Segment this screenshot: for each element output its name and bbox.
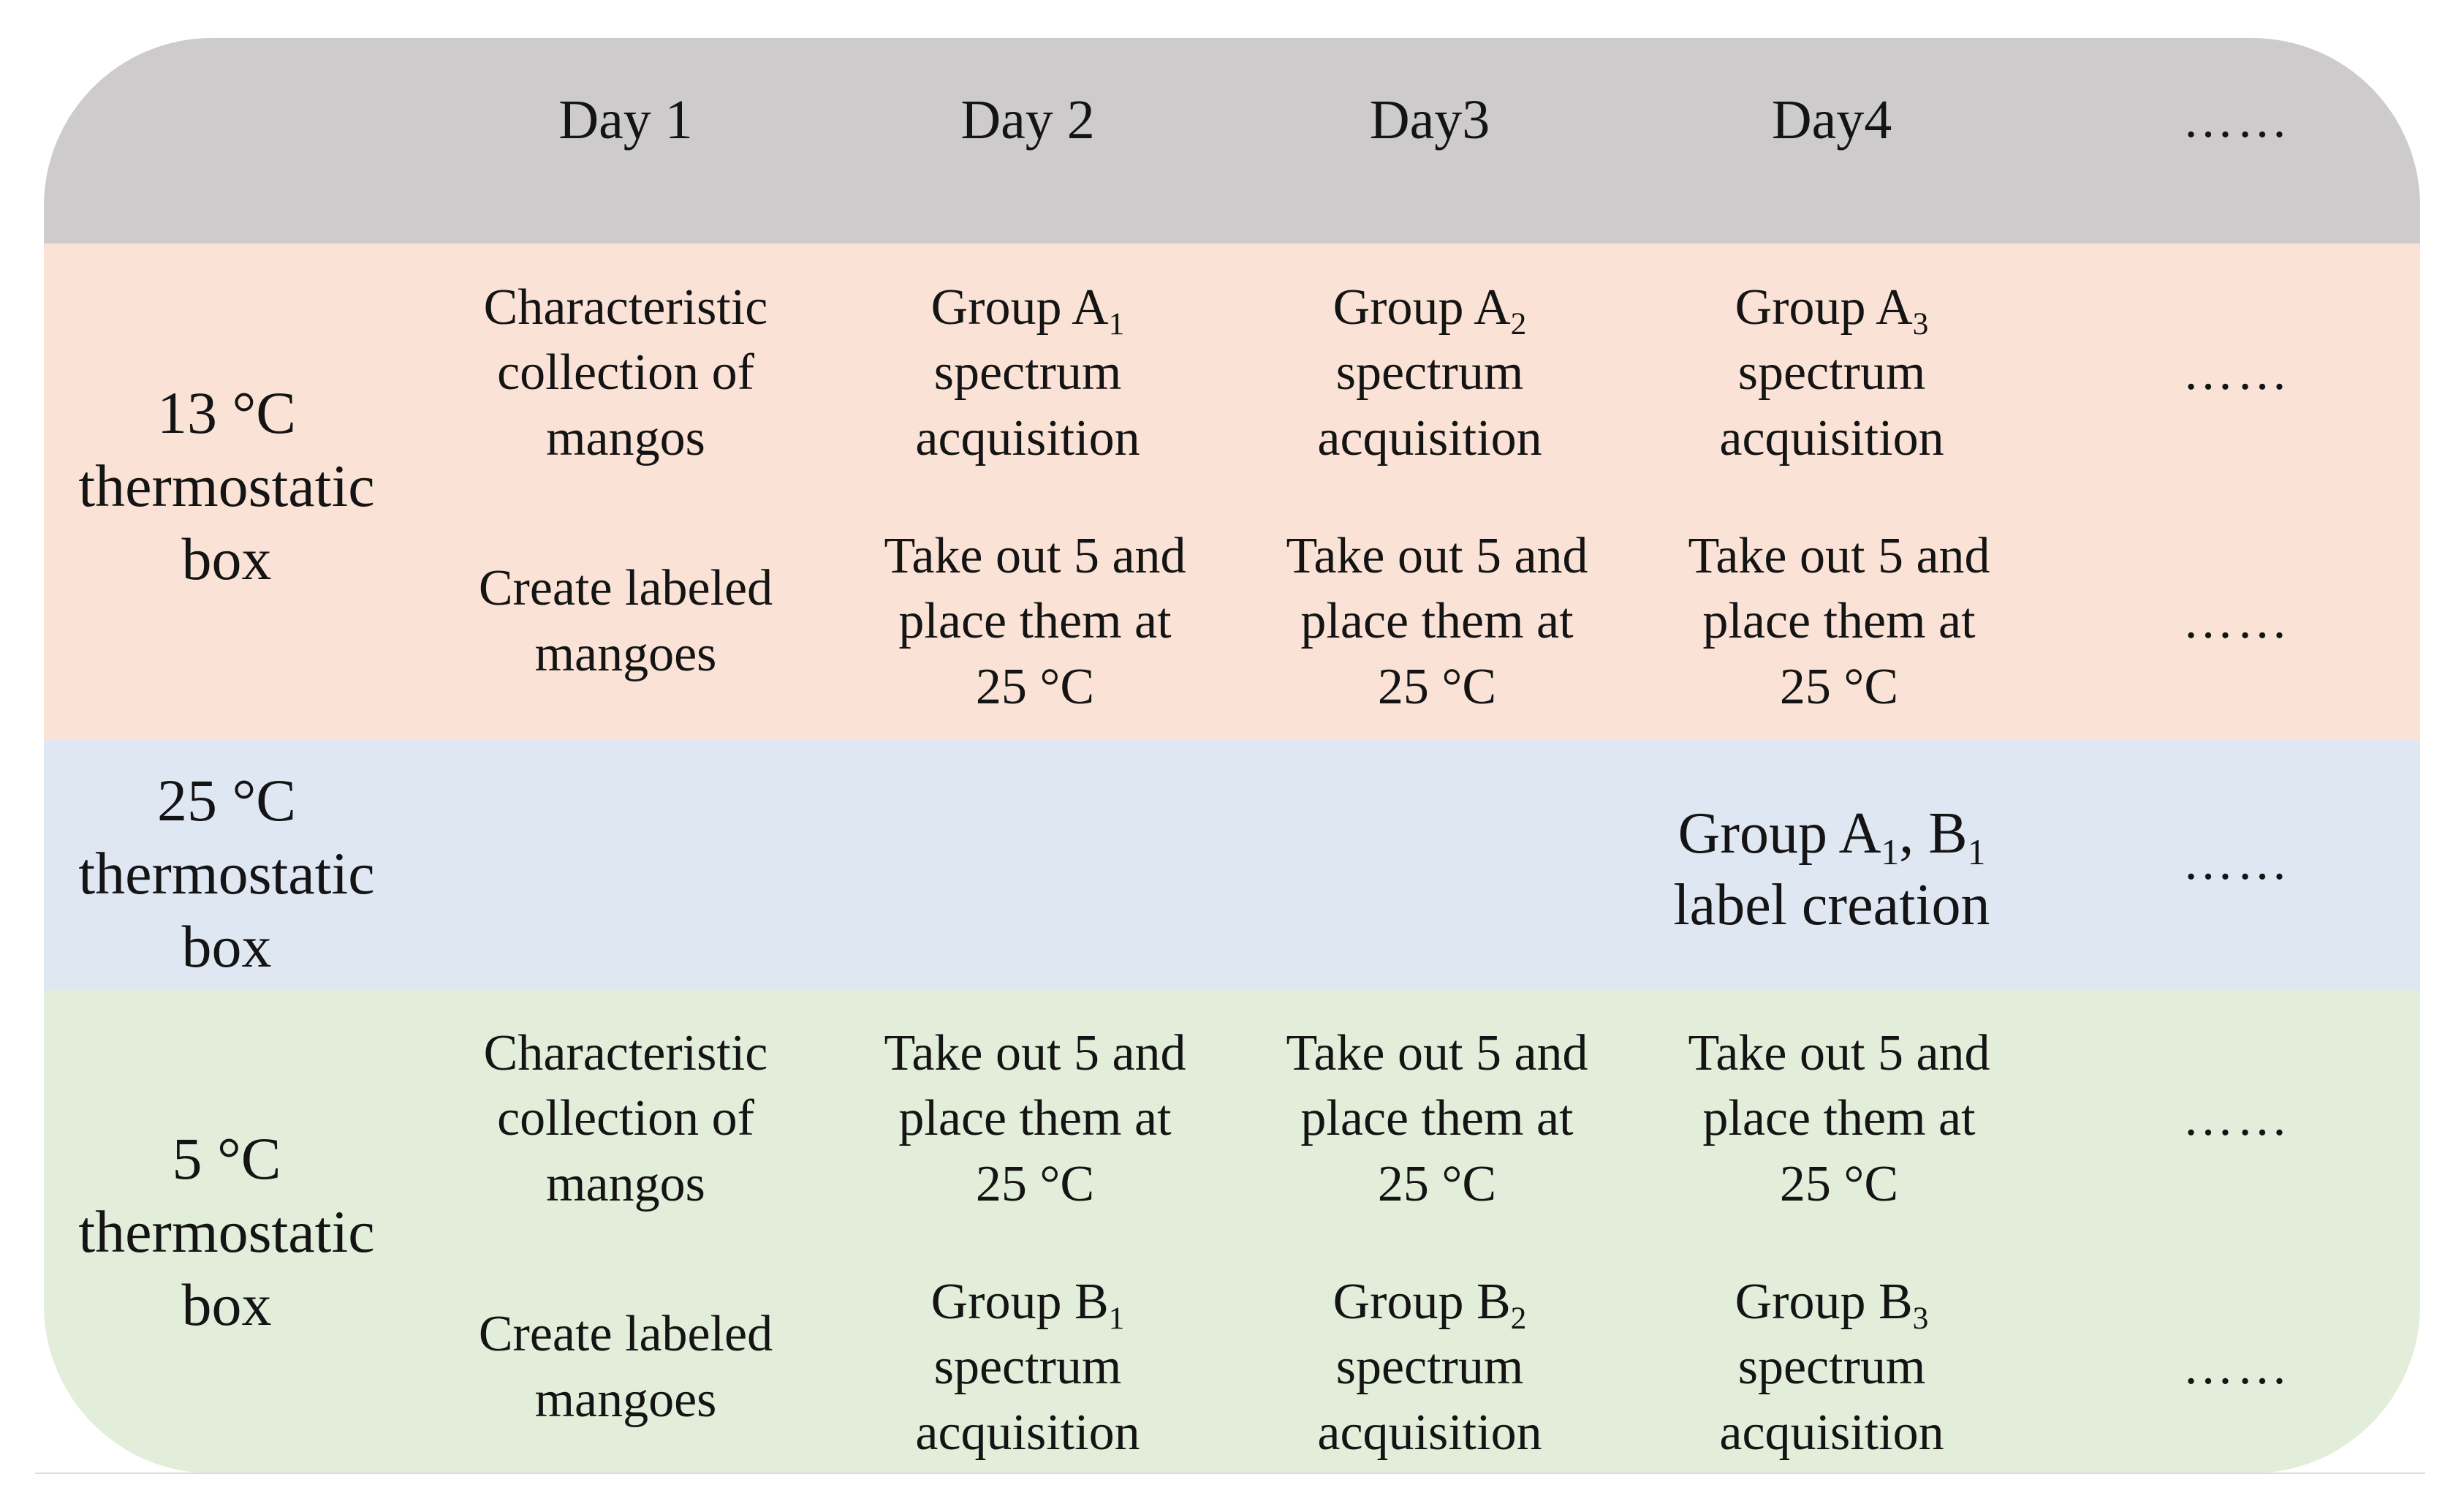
r13-line2-more: …… xyxy=(2183,593,2291,650)
cell-text: Group A xyxy=(930,279,1109,336)
r5-day4-takeout: Take out 5 and place them at 25 °C xyxy=(1688,1024,1990,1212)
cell-text: label creation xyxy=(1673,873,1990,937)
header-day1: Day 1 xyxy=(558,89,693,151)
row-25c-label: 25 °C thermostatic box xyxy=(78,766,375,980)
r25-day4-label-creation xyxy=(1627,790,2036,951)
r13-day2-takeout: Take out 5 and place them at 25 °C xyxy=(884,527,1186,715)
cell-text: Group B xyxy=(1735,1273,1913,1330)
r13-line1-more: …… xyxy=(2183,344,2291,401)
subscript-index: 3 xyxy=(1912,1300,1929,1336)
r13-day4-takeout: Take out 5 and place them at 25 °C xyxy=(1688,527,1990,715)
cell-text: spectrum acquisition xyxy=(915,344,1140,466)
cell-text: Group B xyxy=(1333,1273,1511,1330)
row-5c-label: 5 °C thermostatic box xyxy=(78,1125,375,1339)
header-day4: Day4 xyxy=(1771,89,1892,151)
r13-day2-groupA1 xyxy=(838,267,1218,479)
subscript-index: 1 xyxy=(1967,832,1986,873)
r5-day1-create-labels: Create labeled mangoes xyxy=(478,1306,773,1428)
subscript-index: 1 xyxy=(1881,832,1900,873)
subscript-index: 2 xyxy=(1510,1300,1527,1336)
header-band xyxy=(44,38,2420,243)
row-13c-label: 13 °C thermostatic box xyxy=(78,379,375,593)
cell-text: spectrum acquisition xyxy=(915,1339,1140,1461)
r5-line2-more: …… xyxy=(2183,1339,2291,1396)
r5-day4-groupB3 xyxy=(1642,1261,2022,1473)
header-more: …… xyxy=(2183,92,2291,149)
header-day2: Day 2 xyxy=(960,89,1095,151)
bottom-divider xyxy=(35,1473,2425,1474)
subscript-index: 3 xyxy=(1912,306,1929,341)
cell-text: Group B xyxy=(930,1273,1109,1330)
r5-day2-groupB1 xyxy=(838,1261,1218,1473)
header-day3: Day3 xyxy=(1369,89,1490,151)
r5-day1-collection: Characteristic collection of mangos xyxy=(483,1024,768,1212)
r13-day1-collection: Characteristic collection of mangos xyxy=(483,279,768,466)
cell-text: spectrum acquisition xyxy=(1719,344,1944,466)
r5-line1-more: …… xyxy=(2183,1090,2291,1147)
r13-day1-create-labels: Create labeled mangoes xyxy=(478,560,773,682)
r5-day3-groupB2 xyxy=(1240,1261,1620,1473)
r5-day3-takeout: Take out 5 and place them at 25 °C xyxy=(1286,1024,1588,1212)
r13-day3-takeout: Take out 5 and place them at 25 °C xyxy=(1286,527,1588,715)
cell-text: Group A xyxy=(1333,279,1511,336)
r13-day3-groupA2 xyxy=(1240,267,1620,479)
cell-text: spectrum acquisition xyxy=(1719,1339,1944,1461)
subscript-index: 1 xyxy=(1108,306,1125,341)
r25-more: …… xyxy=(2183,834,2291,891)
r13-day4-groupA3 xyxy=(1642,267,2022,479)
subscript-index: 2 xyxy=(1510,306,1527,341)
cell-text: spectrum acquisition xyxy=(1317,344,1542,466)
cell-text: Group A xyxy=(1678,801,1881,866)
cell-text: , B xyxy=(1899,801,1968,866)
cell-text: spectrum acquisition xyxy=(1317,1339,1542,1461)
subscript-index: 1 xyxy=(1108,1300,1125,1336)
cell-text: Group A xyxy=(1735,279,1913,336)
r5-day2-takeout: Take out 5 and place them at 25 °C xyxy=(884,1024,1186,1212)
